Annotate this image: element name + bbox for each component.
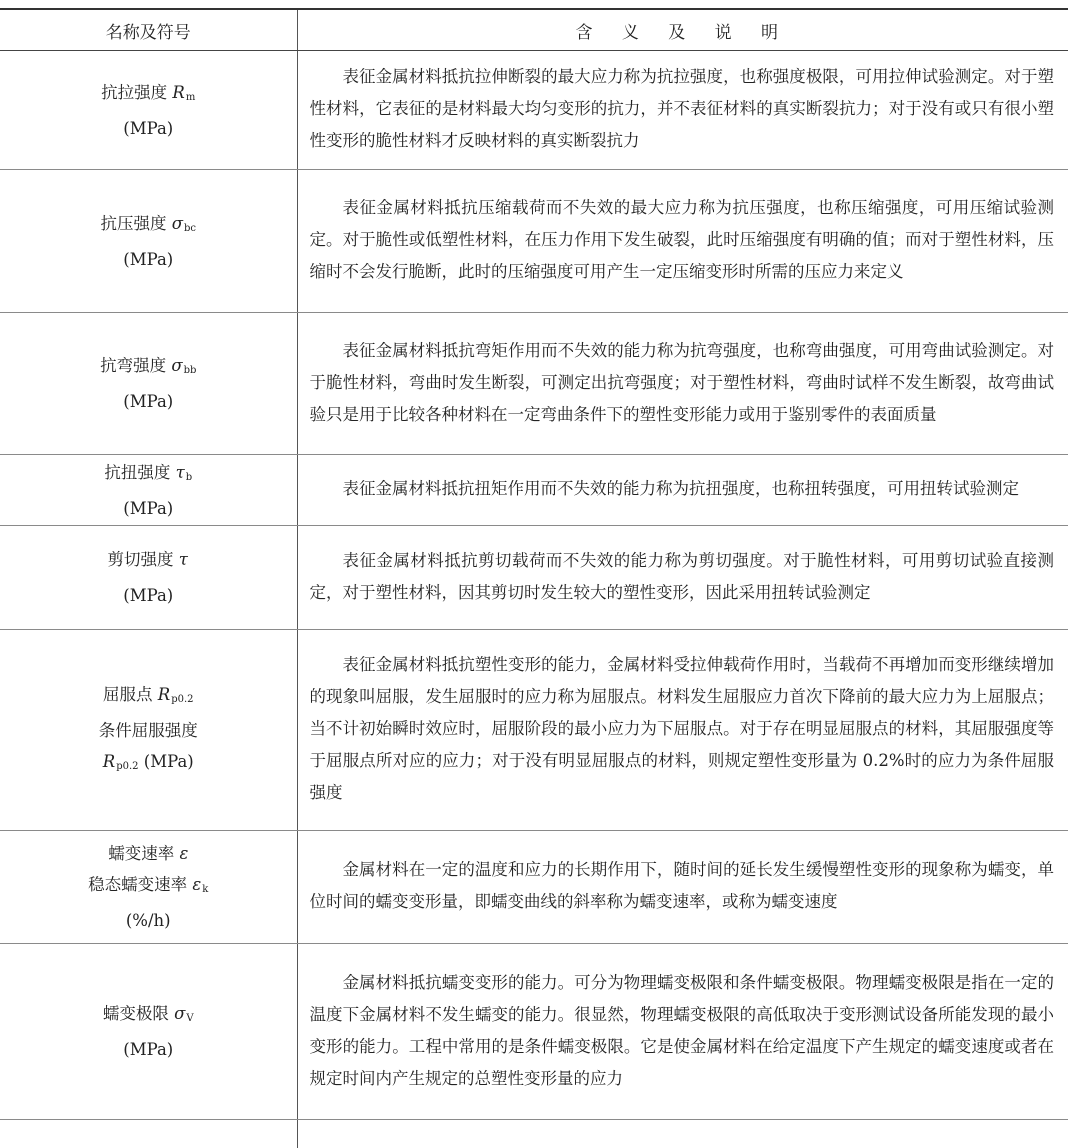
property-symbol-subscript: bb (184, 365, 197, 376)
property-name: 抗弯强度 $\sigma_{bb}$ (0, 350, 297, 386)
properties-table (0, 8, 1068, 1148)
property-description: 金属材料抵抗蠕变变形的能力。可分为物理蠕变极限和条件蠕变极限。物理蠕变极限是指在一定的温度下金属材料不发生蠕变的能力。很显然，物理蠕变极限的高低取决于变形测试设备所能发现的最小变形的能力。工程中常用的是条件蠕变极限。它是使金属材料在给定温度下产生规定的蠕变速度或者在规定时间内产生规定的总塑性变形量的应力 (310, 967, 1055, 1095)
property-name-secondary: 条件屈服强度 (0, 715, 297, 746)
property-unit: (MPa) (0, 493, 297, 524)
property-symbol-subscript: b (186, 472, 192, 483)
property-description: 表征金属材料抵抗剪切载荷而不失效的能力称为剪切强度。对于脆性材料，可用剪切试验直接测定，对于塑性材料，因其剪切时发生较大的塑性变形，因此采用扭转试验测定 (310, 545, 1055, 609)
property-name-cell (0, 313, 297, 455)
property-name: 抗扭强度 $\tau_b$ (0, 457, 297, 493)
property-description: 表征金属材料抵抗塑性变形的能力，金属材料受拉伸载荷作用时，当载荷不再增加而变形继续增加的现象叫屈服，发生屈服时的应力称为屈服点。材料发生屈服应力首次下降前的最大应力为上屈服点；当不计初始瞬时效应时，屈服阶段的最小应力为下屈服点。对于存在明显屈服点的材料，其屈服强度等于屈服点所对应的应力；对于没有明显屈服点的材料，则规定塑性变形量为 0.2%时的应力为条件屈服强度 (310, 649, 1055, 809)
property-name-secondary-line (0, 869, 297, 905)
table-row (0, 455, 1068, 526)
property-symbol-secondary-subscript: p0.2 (116, 761, 138, 772)
table-header-row (0, 9, 1068, 51)
header-meaning-text: 含 义 及 说 明 (575, 23, 790, 43)
property-name-cell (0, 630, 297, 831)
property-name-cell (0, 170, 297, 313)
property-name-cell (0, 455, 297, 526)
property-symbol: σ (171, 356, 182, 375)
property-description-cell (297, 170, 1068, 313)
property-name: 屈服点 $R_{p0.2}$ (0, 679, 297, 715)
property-name: 蠕变速率 ε (0, 838, 297, 869)
property-unit: (MPa) (0, 113, 297, 144)
property-symbol-subscript: V (186, 1013, 193, 1024)
property-unit: (%/h) (0, 905, 297, 936)
property-symbol-subscript: m (186, 92, 195, 103)
property-description-cell (297, 1120, 1068, 1148)
property-description-cell (297, 455, 1068, 526)
property-symbol-secondary: ε (192, 875, 201, 894)
property-name-cell (0, 831, 297, 944)
property-description-cell (297, 313, 1068, 455)
property-name-cell (0, 944, 297, 1120)
property-name-secondary: 稳态蠕变速率 (88, 875, 187, 894)
property-unit: (MPa) (0, 244, 297, 275)
table-row (0, 944, 1068, 1120)
property-name-cell (0, 1120, 297, 1148)
property-description-cell (297, 944, 1068, 1120)
property-description: 金属材料在一定的温度和应力的长期作用下，随时间的延长发生缓慢塑性变形的现象称为蠕变，单位时间的蠕变变形量，即蠕变曲线的斜率称为蠕变速率，或称为蠕变速度 (310, 854, 1055, 918)
property-symbol-subscript: bc (184, 223, 196, 234)
property-symbol-secondary: R (103, 752, 115, 771)
header-name-symbol-text: 名称及符号 (106, 23, 191, 43)
property-unit: (MPa) (144, 752, 194, 771)
table-row (0, 313, 1068, 455)
property-unit: (MPa) (0, 386, 297, 417)
property-symbol: R (172, 83, 184, 102)
property-symbol: ε (179, 844, 188, 863)
property-symbol: τ (176, 463, 185, 482)
table-row (0, 526, 1068, 630)
property-symbol-secondary-subscript: k (202, 884, 208, 895)
property-name: 剪切强度 τ (0, 544, 297, 580)
table-row (0, 630, 1068, 831)
property-symbol: σ (172, 214, 183, 233)
table-row (0, 51, 1068, 170)
property-symbol: R (158, 685, 170, 704)
property-description-cell (297, 526, 1068, 630)
property-description: 表征金属材料抵抗扭矩作用而不失效的能力称为抗扭强度，也称扭转强度，可用扭转试验测定 (310, 473, 1055, 505)
property-description: 表征金属材料抵抗压缩载荷而不失效的最大应力称为抗压强度，也称压缩强度，可用压缩试验测定。对于脆性或低塑性材料，在压力作用下发生破裂，此时压缩强度有明确的值；而对于塑性材料，压缩时不会发行脆断，此时的压缩强度可用产生一定压缩变形时所需的压应力来定义 (310, 192, 1055, 288)
table-row (0, 831, 1068, 944)
property-symbol: σ (174, 1004, 185, 1023)
property-description-cell (297, 630, 1068, 831)
table-row-partial (0, 1120, 1068, 1148)
property-name-cell (0, 526, 297, 630)
property-unit: (MPa) (0, 580, 297, 611)
property-unit: (MPa) (0, 1034, 297, 1065)
property-symbol-subscript: p0.2 (171, 694, 193, 705)
property-name: 抗拉强度 $R_m$ (0, 77, 297, 113)
property-description-cell (297, 51, 1068, 170)
property-description: 表征金属材料抵抗弯矩作用而不失效的能力称为抗弯强度，也称弯曲强度，可用弯曲试验测定。对于脆性材料，弯曲时发生断裂，可测定出抗弯强度；对于塑性材料，弯曲时试样不发生断裂，故弯曲试验只是用于比较各种材料在一定弯曲条件下的塑性变形能力或用于鉴别零件的表面质量 (310, 335, 1055, 431)
property-description-cell (297, 831, 1068, 944)
header-name-symbol (0, 9, 297, 51)
table-row (0, 170, 1068, 313)
property-symbol: τ (179, 550, 188, 569)
property-description: 表征金属材料抵抗拉伸断裂的最大应力称为抗拉强度，也称强度极限，可用拉伸试验测定。对于塑性材料，它表征的是材料最大均匀变形的抗力，并不表征材料的真实断裂抗力；对于没有或只有很小塑性变形的脆性材料才反映材料的真实断裂抗力 (310, 61, 1055, 157)
property-name: 蠕变极限 $\sigma_V$ (0, 998, 297, 1034)
property-name: 抗压强度 $\sigma_{bc}$ (0, 208, 297, 244)
property-name-cell (0, 51, 297, 170)
property-unit-line (0, 746, 297, 782)
header-meaning (297, 9, 1068, 51)
